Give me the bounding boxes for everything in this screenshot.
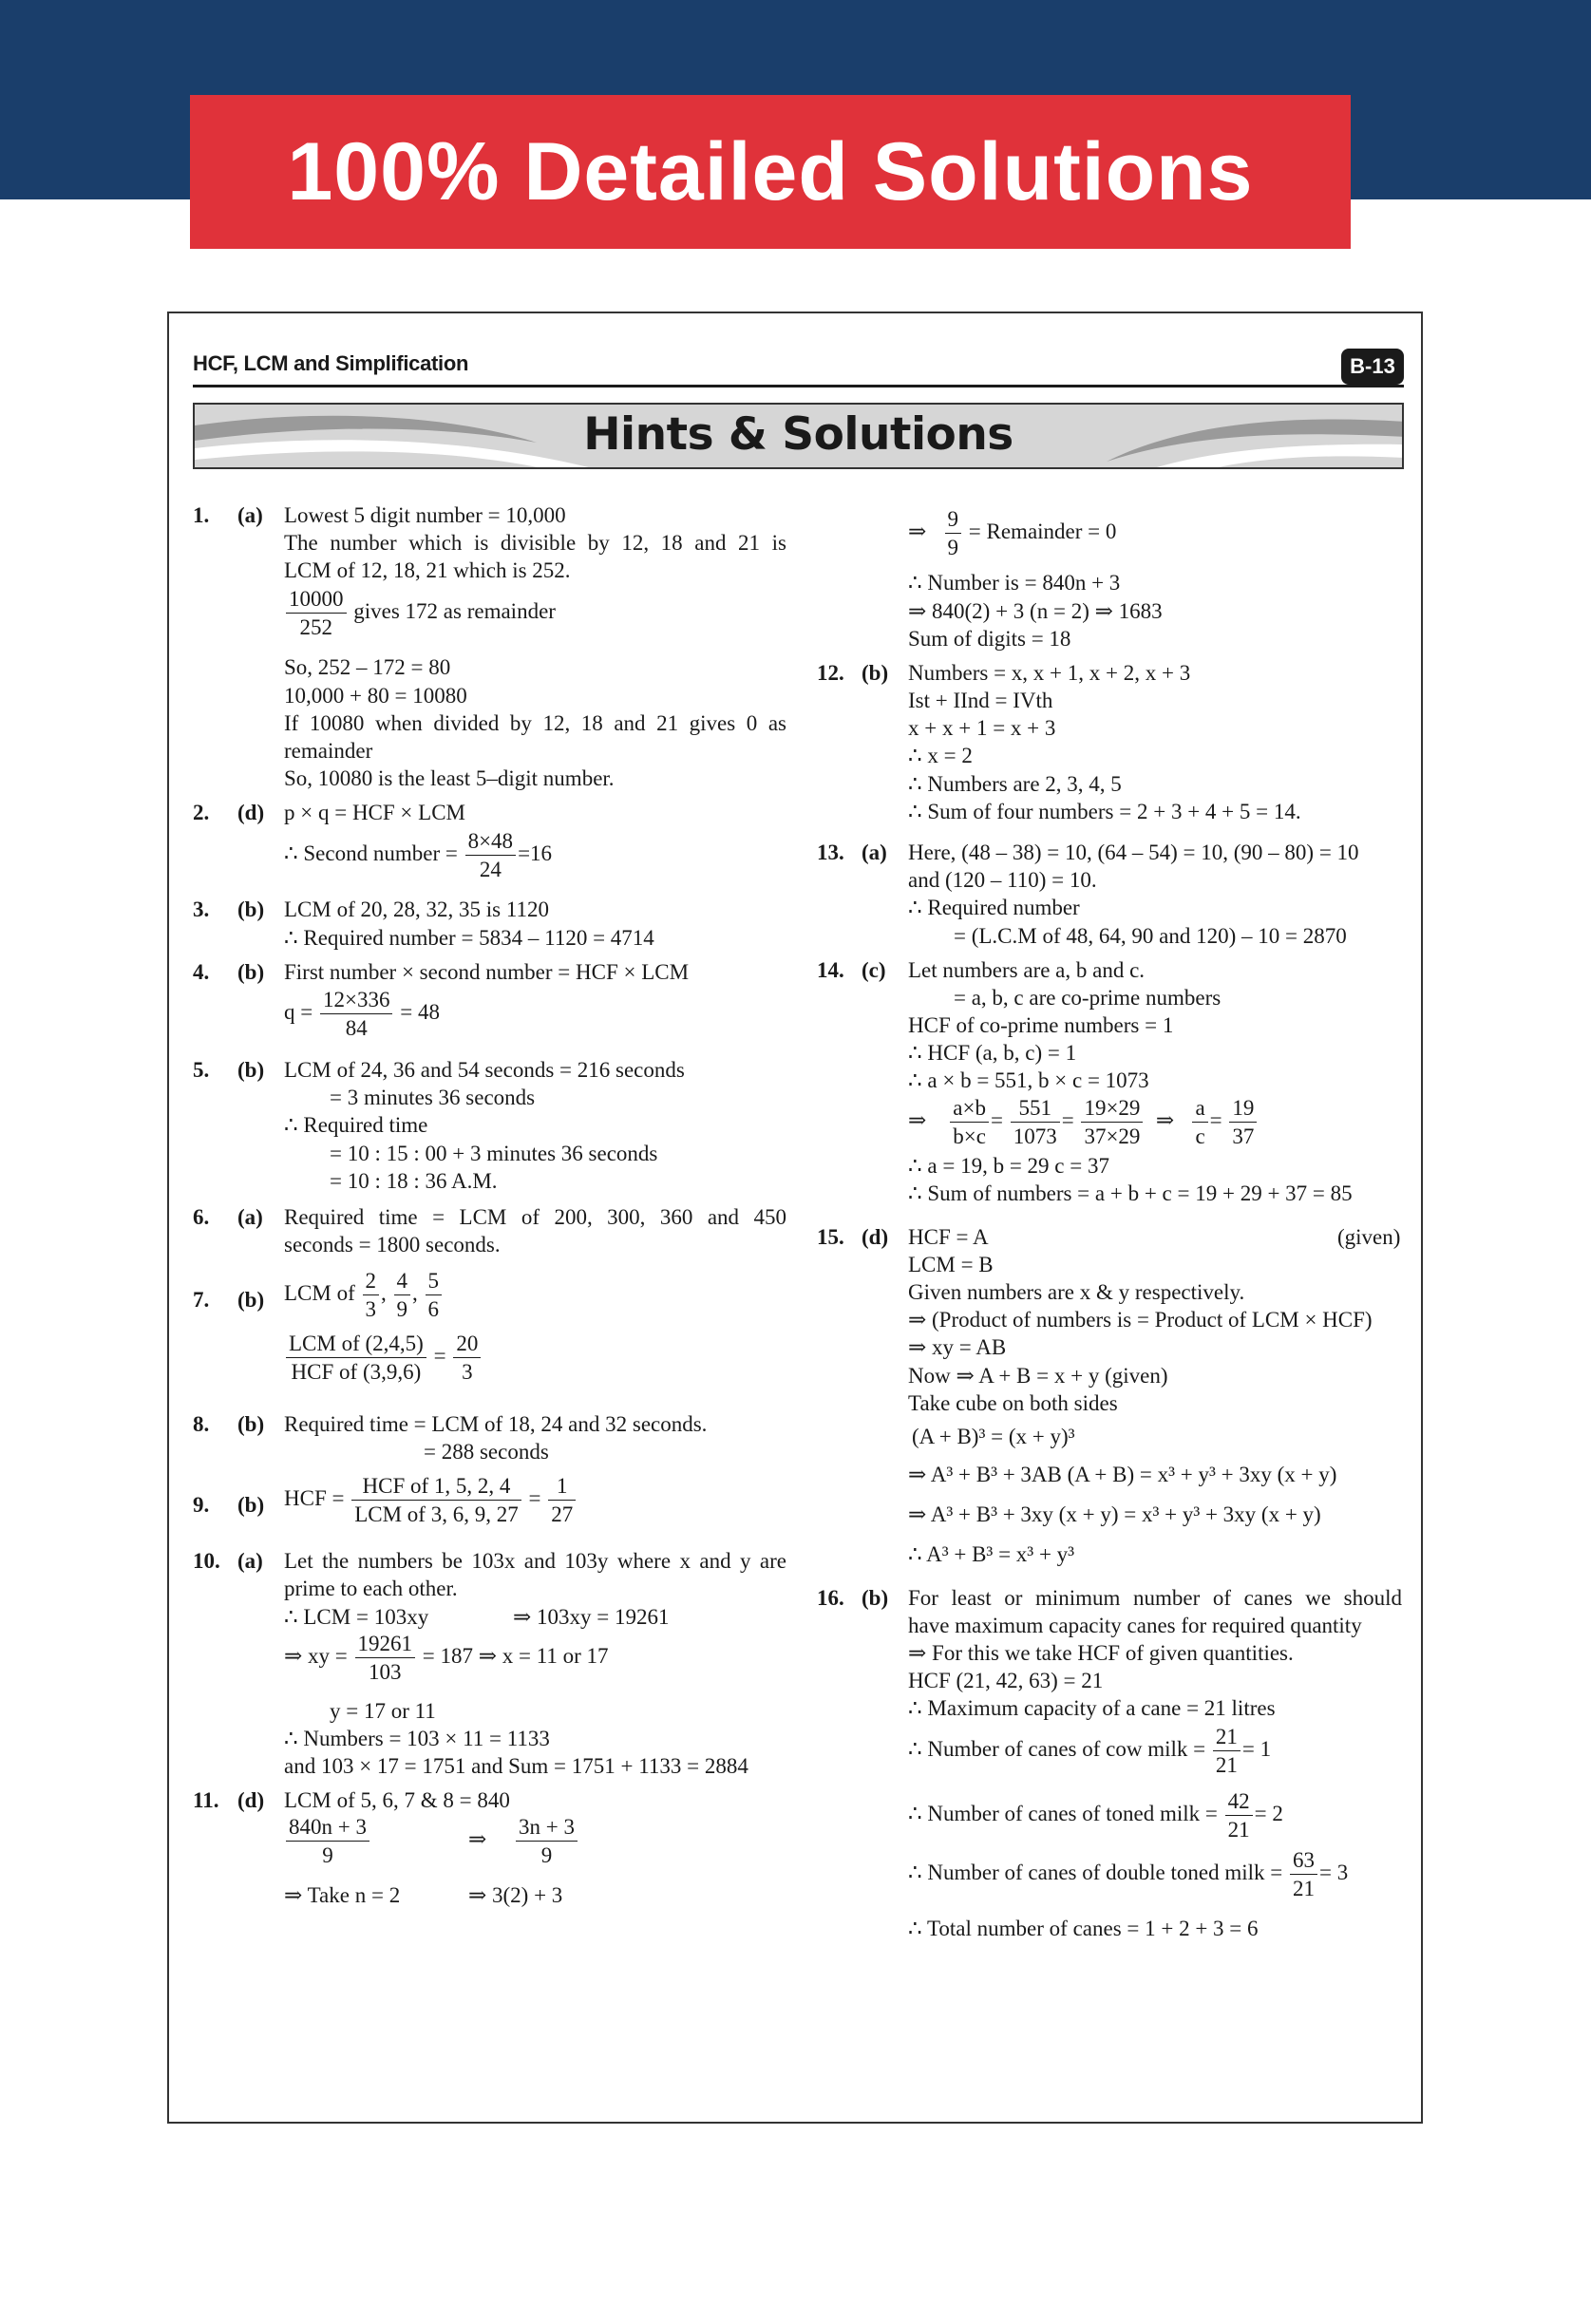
text-line: ⇒ 840(2) + 3 (n = 2) ⇒ 1683 [908,599,1163,623]
fraction-line: HCF = $\frac{\text{HCF of 1, 5, 2, 4}}{\text{LCM of 3, 6, 9, 27}}$ = $\frac{1}{27}$ [284,1472,578,1528]
text-line: So, 10080 is the least 5–digit number. [284,766,615,790]
text-line: LCM of 24, 36 and 54 seconds = 216 seconds [284,1058,685,1082]
text-line: ∴ a = 19, b = 29 c = 37 [908,1154,1109,1178]
text-line: ∴ LCM = 103xy [284,1605,429,1629]
fraction-line: ⇒ $\frac{9}{9}$ = Remainder = 0 [908,507,1117,559]
fraction: $\frac{19}{37}$ [1229,1094,1257,1150]
text-line: HCF (21, 42, 63) = 21 [908,1669,1104,1692]
answer-option: (a) [237,503,263,527]
text-line: Take cube on both sides [908,1391,1118,1415]
fraction-line: q = $\frac{12\times 336}{84}$ = 48 [284,988,440,1040]
fraction-line: ∴ Second number = $\frac{8\times 48}{24}$ =16 [284,829,553,881]
text-line: ⇒ 3(2) + 3 [468,1883,563,1907]
fraction-line [284,1813,371,1869]
text-line: ∴ Total number of canes = 1 + 2 + 3 = 6 [908,1917,1259,1940]
fraction: $\frac{19261}{103}$ [355,1630,416,1686]
text-line: Now ⇒ A + B = x + y (given) [908,1364,1168,1388]
fraction: $\frac{10000}{252}$ [286,585,347,641]
fraction-line: ⇒ $\frac{a\times b}{b\times c}$ = $\frac{551}{1073}$ = $\frac{19\times 29}{37\times 29}$ ⇒ $\frac{a}{c}$ = $\frac{19}{37}$ [908,1094,1259,1150]
fraction: $\frac{a\times b}{b\times c}$ [950,1094,989,1150]
text-line: = a, b, c are co-prime numbers [954,986,1222,1010]
banner-title: 100% Detailed Solutions [287,125,1254,217]
fraction: $\frac{a}{c}$ [1192,1094,1207,1150]
text-line: ∴ Maximum capacity of a cane = 21 litres [908,1696,1276,1720]
text-line: ⇒ (Product of numbers is = Product of LCM × HCF) [908,1308,1373,1332]
text-line: HCF = A [908,1225,989,1249]
text-line: 10,000 + 80 = 10080 [284,684,467,708]
text-line: LCM of 5, 6, 7 & 8 = 840 [284,1788,510,1812]
fraction: $\frac{42}{21}$ [1225,1787,1253,1843]
fraction: $\frac{5}{6}$ [426,1267,443,1323]
fraction: $\frac{1}{27}$ [548,1472,576,1528]
text-line: (A + B)³ = (x + y)³ [912,1425,1075,1448]
fraction: $\frac{21}{21}$ [1213,1723,1241,1779]
text-line: ⇒ A³ + B³ + 3AB (A + B) = x³ + y³ + 3xy (x + y) [908,1463,1337,1486]
text-line: Here, (48 – 38) = 10, (64 – 54) = 10, (90 – 80) = 10 [908,841,1359,864]
fraction-line: $\frac{10000}{252}$ gives 172 as remainder [284,585,556,641]
fraction-line: ∴ Number of canes of double toned milk = $\frac{63}{21}$ = 3 [908,1848,1349,1900]
text-line: = (L.C.M of 48, 64, 90 and 120) – 10 = 2870 [954,924,1347,948]
text-line: ⇒ Take n = 2 [284,1883,401,1907]
text-line: LCM of 12, 18, 21 which is 252. [284,558,571,582]
fraction-line: ⇒ xy = $\frac{19261}{103}$ = 187 ⇒ x = 11 or 17 [284,1632,609,1684]
text-line: remainder [284,739,373,763]
text-line: ∴ Number is = 840n + 3 [908,571,1121,595]
text-line: p × q = HCF × LCM [284,801,465,824]
text-line: Lowest 5 digit number = 10,000 [284,503,566,527]
fraction: $\frac{20}{3}$ [453,1330,481,1386]
fraction: $\frac{4}{9}$ [394,1267,411,1323]
text-line: have maximum capacity canes for required quantity [908,1614,1362,1637]
text-line: = 10 : 15 : 00 + 3 minutes 36 seconds [330,1142,658,1165]
text-line: ∴ Required number [908,896,1080,919]
text-line: For least or minimum number of canes we should [908,1586,1402,1610]
text-line: ∴ Numbers are 2, 3, 4, 5 [908,772,1122,796]
text-line: = 288 seconds [424,1440,549,1464]
text-line: y = 17 or 11 [330,1699,436,1723]
text-line: (given) [1337,1225,1401,1249]
banner [190,95,1351,249]
fraction: $\frac{551}{1073}$ [1011,1094,1060,1150]
section-title-bar [193,403,1404,469]
text-line: = 3 minutes 36 seconds [330,1086,536,1109]
fraction: $\frac{63}{21}$ [1290,1846,1317,1902]
text-line: ⇒ 103xy = 19261 [513,1605,670,1629]
section-title: Hints & Solutions [583,408,1013,461]
fraction: $\frac{8\times 48}{24}$ [465,827,516,883]
text-line: ⇒ xy = AB [908,1335,1007,1359]
fraction: $\frac{9}{9}$ [945,505,962,561]
text-line: HCF of co-prime numbers = 1 [908,1013,1174,1037]
text-line: and 103 × 17 = 1751 and Sum = 1751 + 1133 = 2884 [284,1754,748,1778]
text-line: ∴ HCF (a, b, c) = 1 [908,1041,1077,1065]
text-line: and (120 – 110) = 10. [908,868,1097,892]
fraction-line: ∴ Number of canes of toned milk = $\frac{42}{21}$ = 2 [908,1789,1283,1842]
text-line: If 10080 when divided by 12, 18 and 21 gives 0 as [284,711,786,735]
text-line: seconds = 1800 seconds. [284,1233,501,1256]
fraction: $\frac{19\times 29}{37\times 29}$ [1081,1094,1143,1150]
text-line: ∴ Sum of four numbers = 2 + 3 + 4 + 5 = 14. [908,800,1301,823]
text-line: prime to each other. [284,1577,458,1600]
fraction: $\frac{2}{3}$ [363,1267,380,1323]
fraction: $\frac{12\times 336}{84}$ [320,986,392,1042]
text-line: ∴ Numbers = 103 × 11 = 1133 [284,1727,550,1750]
running-head: HCF, LCM and Simplification [193,351,469,375]
text-line: ∴ Required number = 5834 – 1120 = 4714 [284,926,654,950]
fraction-line: LCM of $\frac{2}{3}$ , $\frac{4}{9}$ , $\frac{5}{6}$ [284,1267,444,1323]
text-line: So, 252 – 172 = 80 [284,655,451,679]
text-line: LCM = B [908,1253,994,1276]
text-line: First number × second number = HCF × LCM [284,960,690,984]
header-rule [193,385,1404,387]
text-line: Required time = LCM of 18, 24 and 32 seconds. [284,1412,708,1436]
text-line: Required time = LCM of 200, 300, 360 and 450 [284,1205,786,1229]
fraction-line: ∴ Number of canes of cow milk = $\frac{21}{21}$ = 1 [908,1725,1272,1777]
text-line: ∴ Required time [284,1113,428,1137]
fraction: $\frac{\text{HCF of 1, 5, 2, 4}}{\text{LCM of 3, 6, 9, 27}}$ [351,1472,521,1528]
text-line: Ist + IInd = IVth [908,689,1053,712]
text-line: ∴ Sum of numbers = a + b + c = 19 + 29 + 37 = 85 [908,1181,1353,1205]
text-line: Let the numbers be 103x and 103y where x and y are [284,1549,786,1573]
fraction: $\frac{840n + 3}{9}$ [286,1813,369,1869]
text-line: = 10 : 18 : 36 A.M. [330,1169,498,1193]
text-line: Numbers = x, x + 1, x + 2, x + 3 [908,661,1191,685]
page-badge: B-13 [1341,349,1404,385]
text-line: Given numbers are x & y respectively. [908,1280,1245,1304]
text-line: x + x + 1 = x + 3 [908,716,1056,740]
text-line: Sum of digits = 18 [908,627,1071,651]
text-line: ⇒ A³ + B³ + 3xy (x + y) = x³ + y³ + 3xy (x + y) [908,1502,1321,1526]
fraction-line: ⇒ $\frac{3n + 3}{9}$ [468,1813,579,1869]
text-line: The number which is divisible by 12, 18 and 21 is [284,531,786,555]
text-line: Let numbers are a, b and c. [908,958,1146,982]
text-line: ∴ a × b = 551, b × c = 1073 [908,1068,1149,1092]
text-line: ∴ A³ + B³ = x³ + y³ [908,1542,1075,1566]
fraction: $\frac{3n + 3}{9}$ [516,1813,578,1869]
fraction-line: $\frac{\text{LCM of (2,4,5)}}{\text{HCF of (3,9,6)}}$ = $\frac{20}{3}$ [284,1330,483,1386]
text-line: ∴ x = 2 [908,744,973,767]
question-number: 1. [193,503,210,527]
fraction: $\frac{\text{LCM of (2,4,5)}}{\text{HCF of (3,9,6)}}$ [286,1330,426,1386]
text-line: LCM of 20, 28, 32, 35 is 1120 [284,897,549,921]
text-line: ⇒ For this we take HCF of given quantities. [908,1641,1294,1665]
